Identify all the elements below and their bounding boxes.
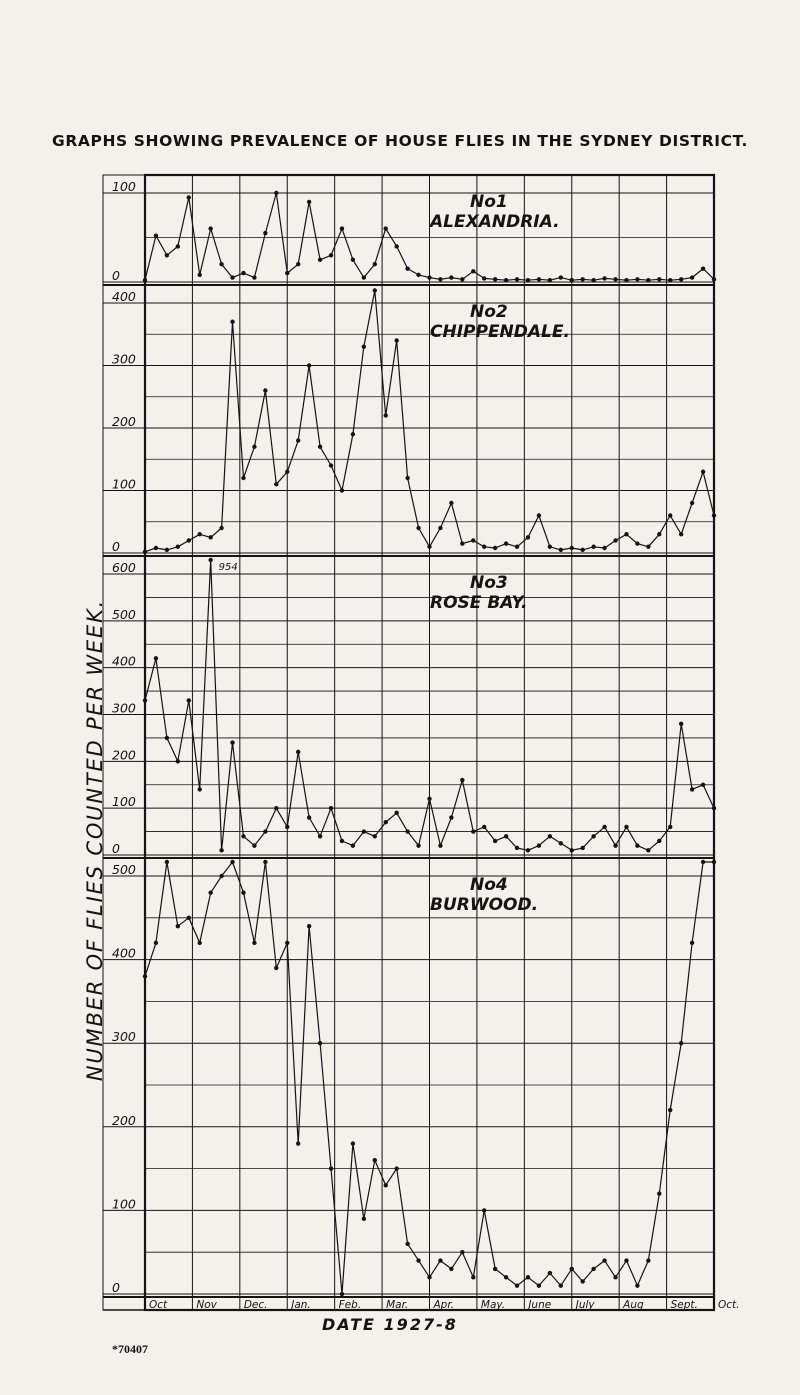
- data-point: [438, 843, 442, 847]
- data-point: [460, 541, 464, 545]
- data-point: [318, 258, 322, 262]
- data-point: [537, 513, 541, 517]
- data-point: [646, 545, 650, 549]
- data-point: [208, 535, 212, 539]
- data-point: [646, 278, 650, 282]
- data-point: [471, 538, 475, 542]
- data-point: [548, 834, 552, 838]
- data-point: [657, 277, 661, 281]
- y-tick-label: 500: [112, 606, 136, 622]
- data-point: [165, 253, 169, 257]
- data-point: [296, 1141, 300, 1145]
- data-point: [635, 277, 639, 281]
- data-point: [394, 811, 398, 815]
- data-point: [679, 1041, 683, 1045]
- y-tick-label: 0: [112, 1280, 120, 1295]
- data-point: [427, 545, 431, 549]
- data-point: [449, 275, 453, 279]
- data-point: [624, 1258, 628, 1262]
- data-point: [712, 277, 716, 281]
- data-point: [537, 1283, 541, 1287]
- data-point: [701, 266, 705, 270]
- data-point: [143, 278, 147, 282]
- data-point: [602, 1258, 606, 1262]
- data-point: [143, 698, 147, 702]
- data-point: [537, 843, 541, 847]
- data-point: [405, 1242, 409, 1246]
- data-point: [340, 226, 344, 230]
- y-tick-label: 300: [112, 351, 136, 367]
- data-point: [187, 698, 191, 702]
- data-point: [307, 363, 311, 367]
- footer-number: *70407: [112, 1342, 148, 1356]
- y-tick-label: 0: [112, 841, 120, 856]
- data-point: [384, 1183, 388, 1187]
- data-point: [712, 860, 716, 864]
- data-point: [712, 513, 716, 517]
- x-tick-label: Aug: [623, 1299, 644, 1311]
- data-point: [219, 526, 223, 530]
- data-point: [307, 815, 311, 819]
- data-point: [252, 445, 256, 449]
- panel-name-label: ALEXANDRIA.: [430, 212, 560, 232]
- data-point: [241, 476, 245, 480]
- data-point: [602, 276, 606, 280]
- data-point: [143, 974, 147, 978]
- data-point: [591, 278, 595, 282]
- data-point: [712, 806, 716, 810]
- data-point: [219, 848, 223, 852]
- data-point: [176, 244, 180, 248]
- data-point: [438, 277, 442, 281]
- data-point: [548, 1271, 552, 1275]
- data-point: [198, 787, 202, 791]
- data-point: [471, 1275, 475, 1279]
- y-tick-label: 100: [112, 179, 136, 194]
- data-point: [690, 941, 694, 945]
- data-point: [274, 806, 278, 810]
- data-point: [449, 1267, 453, 1271]
- data-point: [296, 438, 300, 442]
- data-point: [394, 244, 398, 248]
- data-point: [515, 545, 519, 549]
- data-point: [515, 1283, 519, 1287]
- data-point: [198, 273, 202, 277]
- x-tick-label: Dec.: [243, 1299, 268, 1311]
- data-point: [482, 276, 486, 280]
- data-point: [318, 1041, 322, 1045]
- data-point: [482, 825, 486, 829]
- data-point: [187, 538, 191, 542]
- data-point: [373, 1158, 377, 1162]
- data-point: [646, 848, 650, 852]
- data-point: [241, 891, 245, 895]
- data-point: [580, 846, 584, 850]
- data-point: [449, 815, 453, 819]
- panel-name-label: CHIPPENDALE.: [430, 322, 570, 342]
- data-point: [635, 843, 639, 847]
- x-tick-label: Nov: [196, 1299, 217, 1311]
- data-point: [394, 1166, 398, 1170]
- y-tick-label: 200: [112, 1112, 136, 1128]
- data-point: [613, 277, 617, 281]
- data-point: [340, 488, 344, 492]
- data-point: [285, 825, 289, 829]
- data-point: [438, 1258, 442, 1262]
- data-point: [635, 1283, 639, 1287]
- data-point: [668, 513, 672, 517]
- data-point: [624, 532, 628, 536]
- data-point: [384, 413, 388, 417]
- y-tick-label: 0: [112, 268, 120, 283]
- y-axis-label: NUMBER OF FLIES COUNTED PER WEEK.: [83, 598, 107, 1082]
- data-point: [362, 345, 366, 349]
- data-point: [165, 736, 169, 740]
- data-point: [263, 231, 267, 235]
- data-point: [580, 277, 584, 281]
- data-point: [427, 1275, 431, 1279]
- data-point: [329, 253, 333, 257]
- data-point: [143, 550, 147, 554]
- data-point: [274, 966, 278, 970]
- data-point: [427, 797, 431, 801]
- data-point: [373, 834, 377, 838]
- data-point: [624, 825, 628, 829]
- data-point: [329, 806, 333, 810]
- data-point: [329, 1166, 333, 1170]
- tick-column-frame: [103, 175, 714, 1310]
- data-point: [701, 860, 705, 864]
- x-tick-label: Mar.: [386, 1299, 409, 1311]
- panel-number-label: No4: [470, 875, 508, 895]
- data-point: [208, 226, 212, 230]
- data-point: [559, 1283, 563, 1287]
- data-point: [252, 843, 256, 847]
- data-point: [252, 941, 256, 945]
- data-point: [351, 258, 355, 262]
- x-tick-label: Oct.: [718, 1299, 740, 1311]
- data-point: [405, 829, 409, 833]
- data-point: [570, 848, 574, 852]
- data-point: [493, 546, 497, 550]
- data-point: [438, 526, 442, 530]
- panel-number-label: No1: [470, 192, 508, 212]
- data-point: [230, 740, 234, 744]
- data-point: [624, 278, 628, 282]
- data-point: [219, 874, 223, 878]
- y-tick-label: 400: [112, 945, 136, 961]
- data-point: [198, 532, 202, 536]
- data-point: [679, 722, 683, 726]
- data-point: [241, 834, 245, 838]
- data-point: [230, 320, 234, 324]
- data-point: [351, 432, 355, 436]
- data-point: [274, 191, 278, 195]
- data-point: [657, 1191, 661, 1195]
- data-point: [187, 916, 191, 920]
- data-point: [154, 546, 158, 550]
- data-point: [460, 778, 464, 782]
- data-point: [241, 271, 245, 275]
- y-tick-label: 200: [112, 414, 136, 429]
- data-point: [570, 278, 574, 282]
- x-tick-label: Sept.: [670, 1299, 698, 1311]
- data-point: [701, 783, 705, 787]
- data-point: [230, 860, 234, 864]
- data-point: [493, 277, 497, 281]
- data-point: [493, 839, 497, 843]
- data-point: [263, 829, 267, 833]
- data-point: [154, 941, 158, 945]
- data-point: [208, 891, 212, 895]
- data-point: [668, 278, 672, 282]
- data-point: [526, 1275, 530, 1279]
- data-point: [351, 843, 355, 847]
- data-point: [176, 924, 180, 928]
- data-point: [635, 541, 639, 545]
- data-point: [362, 1217, 366, 1221]
- data-point: [460, 277, 464, 281]
- data-point: [362, 829, 366, 833]
- data-point: [252, 275, 256, 279]
- panel-number-label: No2: [470, 302, 508, 322]
- data-point: [340, 839, 344, 843]
- y-tick-label: 500: [112, 862, 136, 877]
- data-point: [351, 1141, 355, 1145]
- data-point: [526, 535, 530, 539]
- data-point: [657, 839, 661, 843]
- data-point: [482, 1208, 486, 1212]
- data-point: [263, 860, 267, 864]
- data-point: [690, 501, 694, 505]
- data-point: [548, 278, 552, 282]
- data-point: [460, 1250, 464, 1254]
- data-point: [657, 532, 661, 536]
- data-point: [154, 234, 158, 238]
- panel-name-label: BURWOOD.: [430, 895, 539, 915]
- x-axis-label: DATE 1927-8: [322, 1315, 458, 1334]
- data-point: [548, 545, 552, 549]
- data-point: [482, 545, 486, 549]
- data-point: [602, 825, 606, 829]
- x-tick-label: Feb.: [338, 1299, 362, 1311]
- data-point: [580, 548, 584, 552]
- data-point: [340, 1292, 344, 1296]
- data-point: [362, 275, 366, 279]
- data-point: [416, 843, 420, 847]
- y-tick-label: 400: [112, 289, 136, 304]
- data-point: [318, 834, 322, 838]
- data-point: [427, 275, 431, 279]
- y-tick-label: 100: [112, 794, 136, 810]
- y-tick-label: 300: [112, 1029, 136, 1045]
- panel-name-label: ROSE BAY.: [430, 593, 528, 613]
- data-point: [504, 1275, 508, 1279]
- data-point: [559, 275, 563, 279]
- data-point: [285, 470, 289, 474]
- data-point: [613, 1275, 617, 1279]
- x-tick-label: May.: [480, 1299, 506, 1311]
- data-point: [613, 538, 617, 542]
- data-point: [526, 848, 530, 852]
- y-tick-label: 0: [112, 539, 120, 554]
- data-point: [405, 266, 409, 270]
- data-point: [296, 750, 300, 754]
- data-point: [504, 834, 508, 838]
- data-point: [668, 825, 672, 829]
- data-point: [559, 548, 563, 552]
- data-point: [384, 820, 388, 824]
- x-tick-label: Oct: [149, 1299, 168, 1311]
- data-point: [602, 546, 606, 550]
- y-tick-label: 300: [112, 700, 136, 716]
- data-point: [515, 277, 519, 281]
- data-point: [559, 841, 563, 845]
- data-point: [307, 200, 311, 204]
- x-tick-label: June: [528, 1299, 552, 1311]
- data-point: [515, 846, 519, 850]
- data-point: [373, 288, 377, 292]
- data-point: [591, 545, 595, 549]
- data-point: [504, 278, 508, 282]
- data-point: [416, 1258, 420, 1262]
- data-point: [570, 1267, 574, 1271]
- data-point: [679, 277, 683, 281]
- data-point: [263, 388, 267, 392]
- data-point: [701, 470, 705, 474]
- data-point: [416, 273, 420, 277]
- data-point: [230, 275, 234, 279]
- data-point: [165, 860, 169, 864]
- y-tick-label: 100: [112, 1196, 136, 1212]
- data-point: [690, 275, 694, 279]
- data-point: [668, 1108, 672, 1112]
- data-point: [526, 278, 530, 282]
- data-point: [165, 548, 169, 552]
- data-point: [504, 541, 508, 545]
- panel-number-label: No3: [470, 573, 508, 593]
- x-tick-label: Apr.: [433, 1299, 455, 1311]
- data-point: [187, 195, 191, 199]
- data-point: [154, 656, 158, 660]
- data-point: [591, 1267, 595, 1271]
- y-tick-label: 200: [112, 747, 136, 763]
- chart-title: GRAPHS SHOWING PREVALENCE OF HOUSE FLIES IN THE SYDNEY DISTRICT.: [52, 132, 748, 150]
- data-point: [580, 1279, 584, 1283]
- x-tick-label: Jan.: [291, 1299, 311, 1311]
- data-point: [219, 262, 223, 266]
- y-tick-label: 600: [112, 560, 136, 575]
- data-point: [296, 262, 300, 266]
- data-point: [471, 829, 475, 833]
- data-point: [318, 445, 322, 449]
- data-point: [176, 759, 180, 763]
- peak-annotation: 954: [218, 562, 238, 573]
- data-point: [208, 558, 212, 562]
- data-point: [198, 941, 202, 945]
- data-point: [285, 941, 289, 945]
- data-point: [493, 1267, 497, 1271]
- data-point: [176, 545, 180, 549]
- data-point: [570, 546, 574, 550]
- data-point: [329, 463, 333, 467]
- data-point: [646, 1258, 650, 1262]
- data-point: [537, 277, 541, 281]
- data-point: [405, 476, 409, 480]
- y-tick-label: 400: [112, 653, 136, 669]
- data-point: [449, 501, 453, 505]
- y-tick-label: 100: [112, 476, 136, 492]
- data-point: [285, 271, 289, 275]
- data-point: [471, 269, 475, 273]
- data-point: [274, 482, 278, 486]
- data-point: [679, 532, 683, 536]
- data-point: [373, 262, 377, 266]
- data-point: [591, 834, 595, 838]
- data-point: [394, 338, 398, 342]
- data-point: [613, 843, 617, 847]
- data-point: [690, 787, 694, 791]
- data-point: [384, 226, 388, 230]
- data-point: [416, 526, 420, 530]
- x-tick-label: July: [575, 1299, 595, 1311]
- data-point: [307, 924, 311, 928]
